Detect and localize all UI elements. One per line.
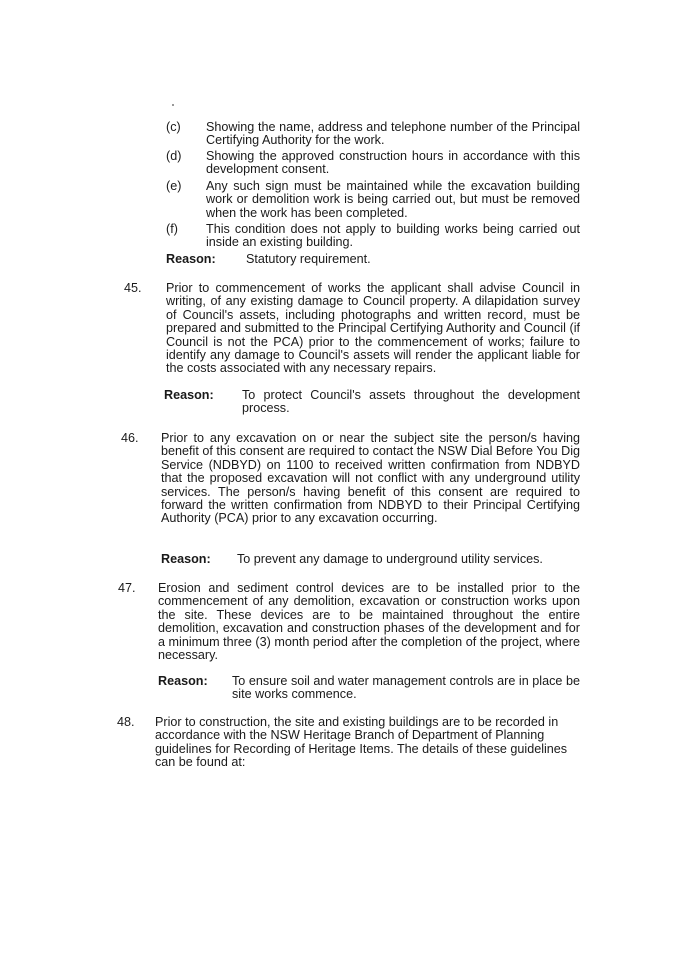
- condition-number: 45.: [124, 281, 142, 295]
- condition-text: Prior to commencement of works the applicant shall advise Council in writing, of any existing damage to Council property. A dilapidation survey of Council's assets, including photographs and written record, must be prepared and submitted to the Principal Certifying Authority and Council (if Council is not the PCA) prior to the commencement of works; failure to identify any damage to Council's assets will render the applicant liable for the costs associated with any necessary repairs.: [166, 281, 580, 376]
- condition-text: Erosion and sediment control devices are to be installed prior to the commencement of any demolition, excavation or construction works upon the site. These devices are to be maintained throughout the entire demolition, excavation and construction phases of the development and for a minimum three (3) month period after the completion of the project, where necessary.: [158, 581, 580, 663]
- condition-number: 47.: [118, 581, 136, 595]
- reason-label: Reason:: [158, 674, 208, 688]
- reason-text: To protect Council's assets throughout the development process.: [242, 388, 580, 416]
- subclause-label: (d): [166, 149, 182, 163]
- condition-number: 46.: [121, 431, 139, 445]
- subclause-text: This condition does not apply to building works being carried out inside an existing building.: [206, 222, 580, 250]
- subclause-label: (c): [166, 120, 181, 134]
- reason-label: Reason:: [166, 252, 216, 266]
- subclause-text: Showing the approved construction hours in accordance with this development consent.: [206, 149, 580, 177]
- subclause-d: [166, 150, 580, 177]
- reason-text: Statutory requirement.: [246, 252, 371, 266]
- condition-text: Prior to construction, the site and existing buildings are to be recorded in accordance with the NSW Heritage Branch of Department of Planning guidelines for Recording of Heritage Items. The details of these guidelines can be found at:: [155, 715, 568, 770]
- condition-number: 48.: [117, 715, 135, 729]
- subclause-label: (e): [166, 179, 182, 193]
- reason-text: To prevent any damage to underground utility services.: [237, 552, 543, 566]
- subclause-c: [166, 121, 580, 148]
- subclause-text: Showing the name, address and telephone number of the Principal Certifying Authority for the work.: [206, 120, 580, 148]
- reason-label: Reason:: [164, 388, 214, 402]
- subclause-label: (f): [166, 222, 178, 236]
- reason-label: Reason:: [161, 552, 211, 566]
- subclause-f: [166, 223, 580, 250]
- condition-text: Prior to any excavation on or near the subject site the person/s having benefit of this consent are required to contact the NSW Dial Before You Dig Service (NDBYD) on 1100 to received written confirmation from NDBYD that the proposed excavation will not conflict with any underground utility services. The person/s having benefit of this consent are required to forward the written confirmation from NDBYD to their Principal Certifying Authority (PCA) prior to any excavation occurring.: [161, 431, 580, 526]
- subclause-e: [166, 180, 580, 220]
- reason-text: To ensure soil and water management controls are in place be site works commence.: [232, 674, 580, 702]
- scan-speck: [172, 104, 174, 106]
- subclause-text: Any such sign must be maintained while the excavation building work or demolition work is being carried out, but must be removed when the work has been completed.: [206, 179, 580, 220]
